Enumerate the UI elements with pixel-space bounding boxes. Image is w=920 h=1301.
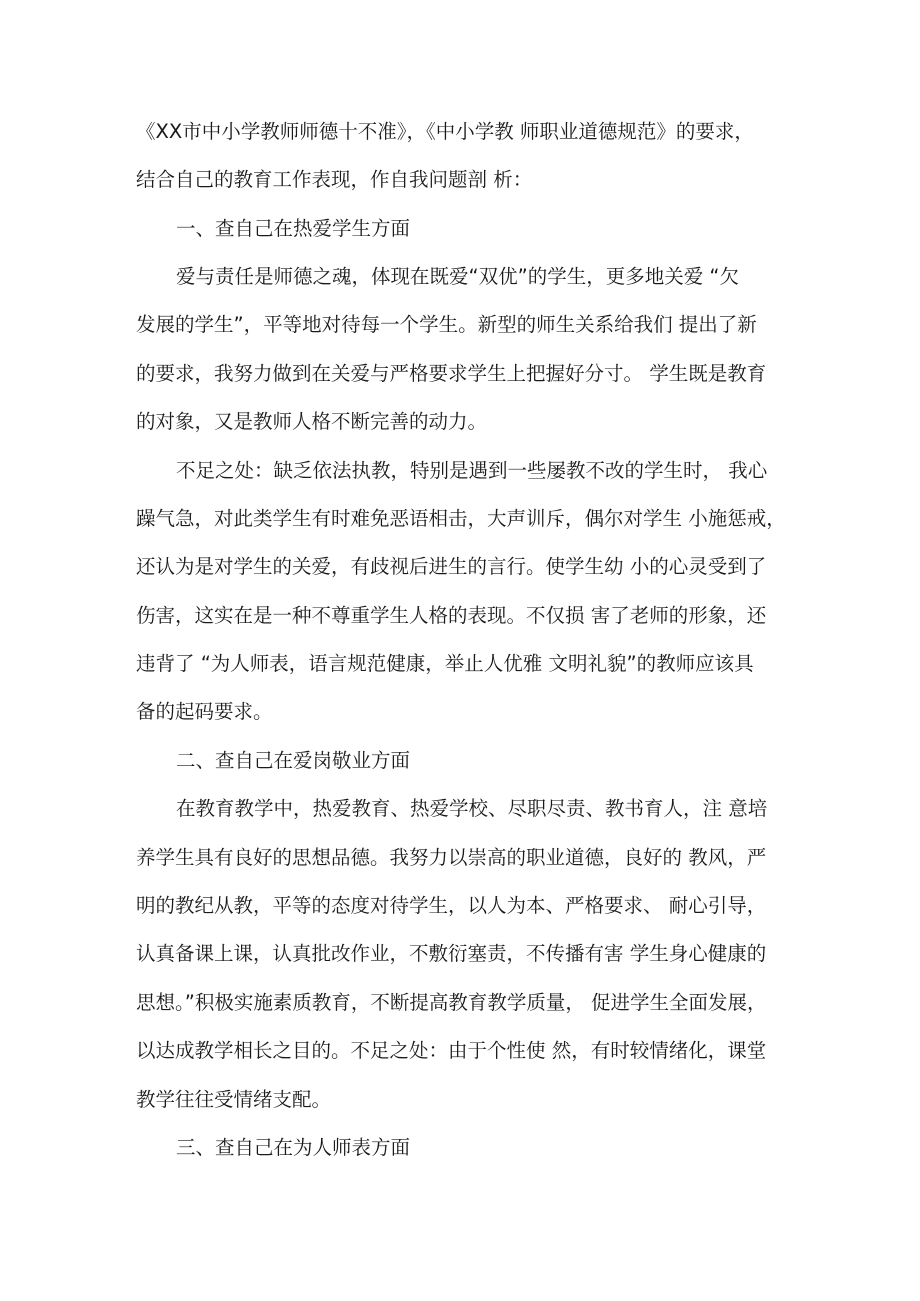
- text-line: 养学生具有良好的思想品德。我努力以崇高的职业道德，良好的 教风，严: [136, 846, 767, 869]
- text-line: 还认为是对学生的关爱，有歧视后进生的言行。使学生幼 小的心灵受到了: [136, 555, 767, 578]
- section-heading: 二、查自己在爱岗敬业方面: [176, 749, 411, 772]
- text-line: 发展的学生”，平等地对待每一个学生。新型的师生关系给我们 提出了新: [136, 313, 757, 336]
- text-line: 教学往往受情绪支配。: [136, 1088, 332, 1111]
- text-line: 认真备课上课，认真批改作业，不敷衍塞责，不传播有害 学生身心健康的: [136, 942, 767, 965]
- text-line: 在教育教学中，热爱教育、热爱学校、尽职尽责、教书育人，注 意培: [176, 797, 768, 820]
- text-line: 思想。”积极实施素质教育，不断提高教育教学质量， 促进学生全面发展，: [136, 991, 767, 1014]
- text-line: 躁气急，对此类学生有时难免恶语相击，大声训斥，偶尔对学生 小施惩戒，: [136, 507, 786, 530]
- section-heading: 一、查自己在热爱学生方面: [176, 217, 411, 240]
- text-line: 明的教纪从教，平等的态度对待学生，以人为本、严格要求、 耐心引导，: [136, 894, 767, 917]
- text-line: 以达成教学相长之目的。不足之处：由于个性使 然，有时较情绪化，课堂: [136, 1039, 767, 1062]
- text-line: 备的起码要求。: [136, 700, 273, 723]
- text-line: 的要求，我努力做到在关爱与严格要求学生上把握好分寸。 学生既是教育: [136, 362, 767, 385]
- text-line: 的对象，又是教师人格不断完善的动力。: [136, 410, 488, 433]
- text-line: 结合自己的教育工作表现，作自我问题剖 析：: [136, 168, 533, 191]
- text-line: 不足之处：缺乏依法执教，特别是遇到一些屡教不改的学生时， 我心: [176, 459, 768, 482]
- text-line: 爱与责任是师德之魂，体现在既爱“双优”的学生，更多地关爱 “欠: [176, 265, 740, 288]
- text-line: 伤害，这实在是一种不尊重学生人格的表现。不仅损 害了老师的形象，还: [136, 604, 767, 627]
- text-line: 违背了 “为人师表，语言规范健康，举止人优雅 文明礼貌”的教师应该具: [136, 652, 754, 675]
- text-line: 《XX市中小学教师师德十不准》，《中小学教 师职业道德规范》的要求，: [136, 120, 754, 143]
- section-heading: 三、查自己在为人师表方面: [176, 1136, 411, 1159]
